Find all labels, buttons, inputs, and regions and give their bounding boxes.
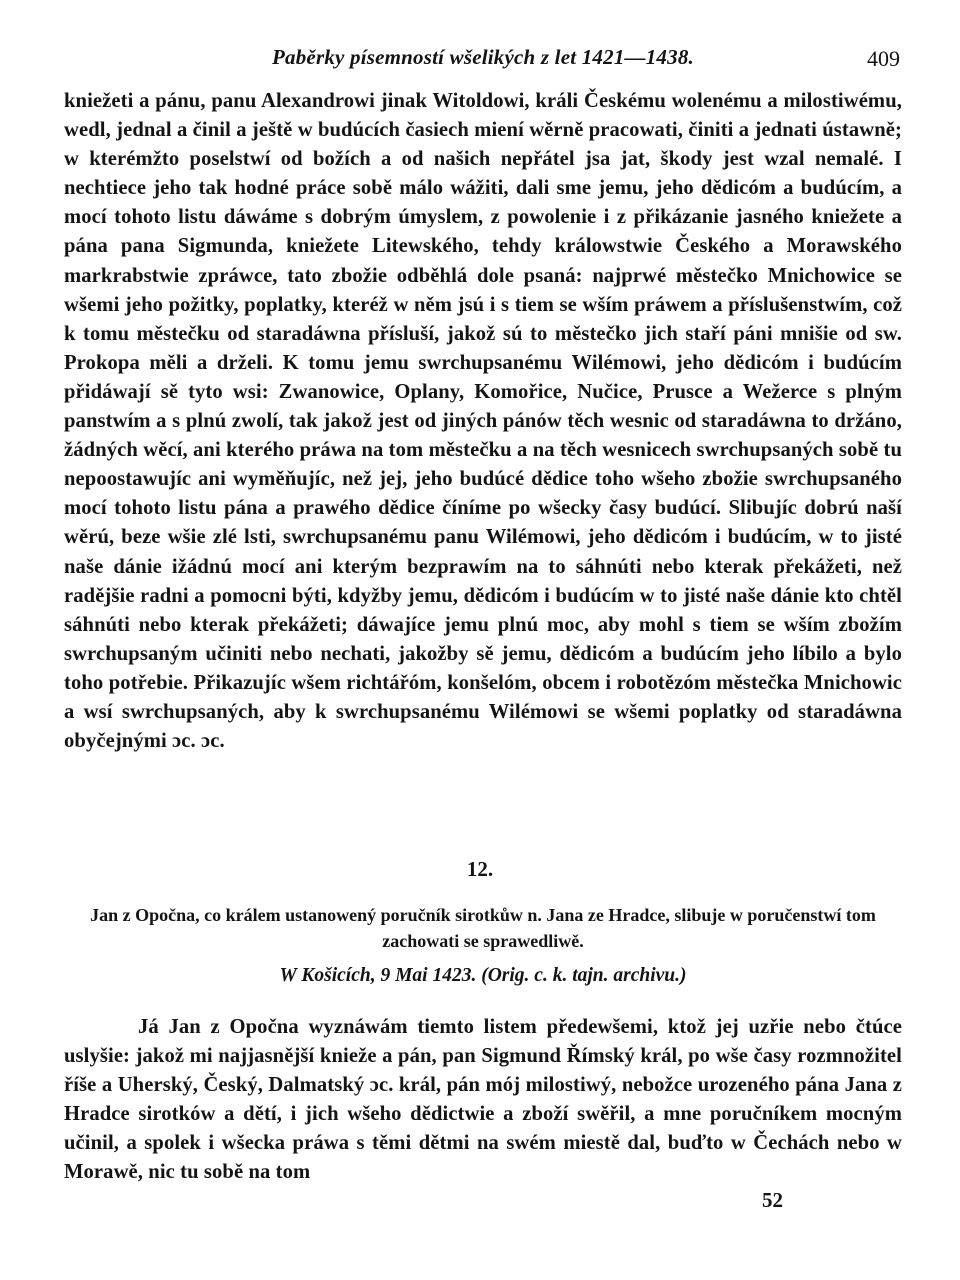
paragraph: kniežeti a pánu, panu Alexandrowi jinak Witoldowi, králi Českému wolenému a milostiwému, wedl, jednal a činil a ještě w budúcích časiech miení wěrně pracowati, činiti a jednati ústawně; w kterémžto poselstwí od božích a od našich nepřátel jsa jat, škody jest wzal nemalé. I nechtiece jeho tak hodné práce sobě málo wážiti, dali sme jemu, jeho dědicóm a budúcím, a mocí tohoto listu dáwáme s dobrým úmyslem, z powolenie i z přikázanie jasného kniežete a pána pana Sigmunda, kniežete Litewského, tehdy králowstwie Českého a Morawského markrabstwie zpráwce, tato zbožie odběhlá dole psaná: najprwé městečko Mnichowice se wšemi jeho požitky, poplatky, kteréž w něm jsú i s tiem se wším práwem a příslušenstwím, což k tomu městečku od staradáwna přísluší, jakož sú to městečko jich staří páni mnišie od sw. Prokopa měli a drželi. K tomu jemu swrchupsanému Wilémowi, jeho dědicóm i budúcím přidáwají sě tyto wsi: Zwanowice, Oplany, Komořice, Nučice, Prusce a Wežerce s plným panstwím a s plnú zwolí, tak jakož jest od jiných pánów těch wesnic od staradáwna to držáno, žádných wěcí, ani kterého práwa na tom městečku a na těch wesnicech swrchupsaných sobě tu nepoostawujíc ani wyměňujíc, než jej, jeho budúcé dědice toho wšeho zbožie swrchupsaného mocí tohoto listu pána a prawého dědice číníme po wšecky časy budúcí. Slibujíc dobrú naší wěrú, beze wšie zlé lsti, swrchupsanému panu Wilémowi, jeho dědicóm i budúcím, w to jisté naše dánie ižádnú mocí ani kterým bezprawím na to sáhnúti nebo kterak překážeti, než radějšie radni a pomocni býti, kdyžby jemu, dědicóm i budúcím w to jisté naše dánie kto chtěl sáhnúti nebo kterak překážeti; dáwajíce jemu plnú moc, aby mohl s tiem se wším zbožím swrchupsaným učiniti nebo nechati, jakožby sě jemu, dědicóm a budúcím jeho líbilo a bylo toho potřebie. Přikazujíc wšem richtářóm, konšelóm, obcem i robotězóm městečka Mnichowic a wsí swrchupsaných, aby k swrchupsanému Wilémowi se wšemi poplatky od staradáwna obyčejnými ɔc. ɔc. xyxy=(64,90,902,753)
running-title: Paběrky písemností wšelikých z let 1421—1438. xyxy=(272,45,694,69)
continued-document-text xyxy=(64,87,902,756)
document-regest: Jan z Opočna, co králem ustanowený poručník sirotkůw n. Jana ze Hradce, slibuje w poručenstwí tom zachowati se sprawedliwě. xyxy=(90,905,876,951)
document-text xyxy=(64,1013,902,1188)
document-number: 12. xyxy=(466,857,494,881)
page-number: 409 xyxy=(867,46,900,71)
paragraph: Já Jan z Opočna wyznáwám tiemto listem předewšemi, ktož jej uzřie nebo čtúce uslyšie: jakož mi najjasnější knieže a pán, pan Sigmund Římský král, po wše časy rozmnožitel říše a Uherský, Český, Dalmatský ɔc. král, pán mój milostiwý, nebožce urozeného pána Jana z Hradce sirotków a dětí, i jich wšeho dědictwie a zboží swěřil, a mne poručníkem mocným učinil, a spolek i wšecka práwa s těmi dětmi na swém miestě dal, buďto w Čechách nebo w Morawě, nic tu sobě na tom xyxy=(64,1016,902,1184)
signature-mark: 52 xyxy=(762,1188,783,1212)
document-dateline: W Košicích, 9 Mai 1423. (Orig. c. k. tajn. archivu.) xyxy=(279,965,687,986)
running-head xyxy=(64,40,902,74)
